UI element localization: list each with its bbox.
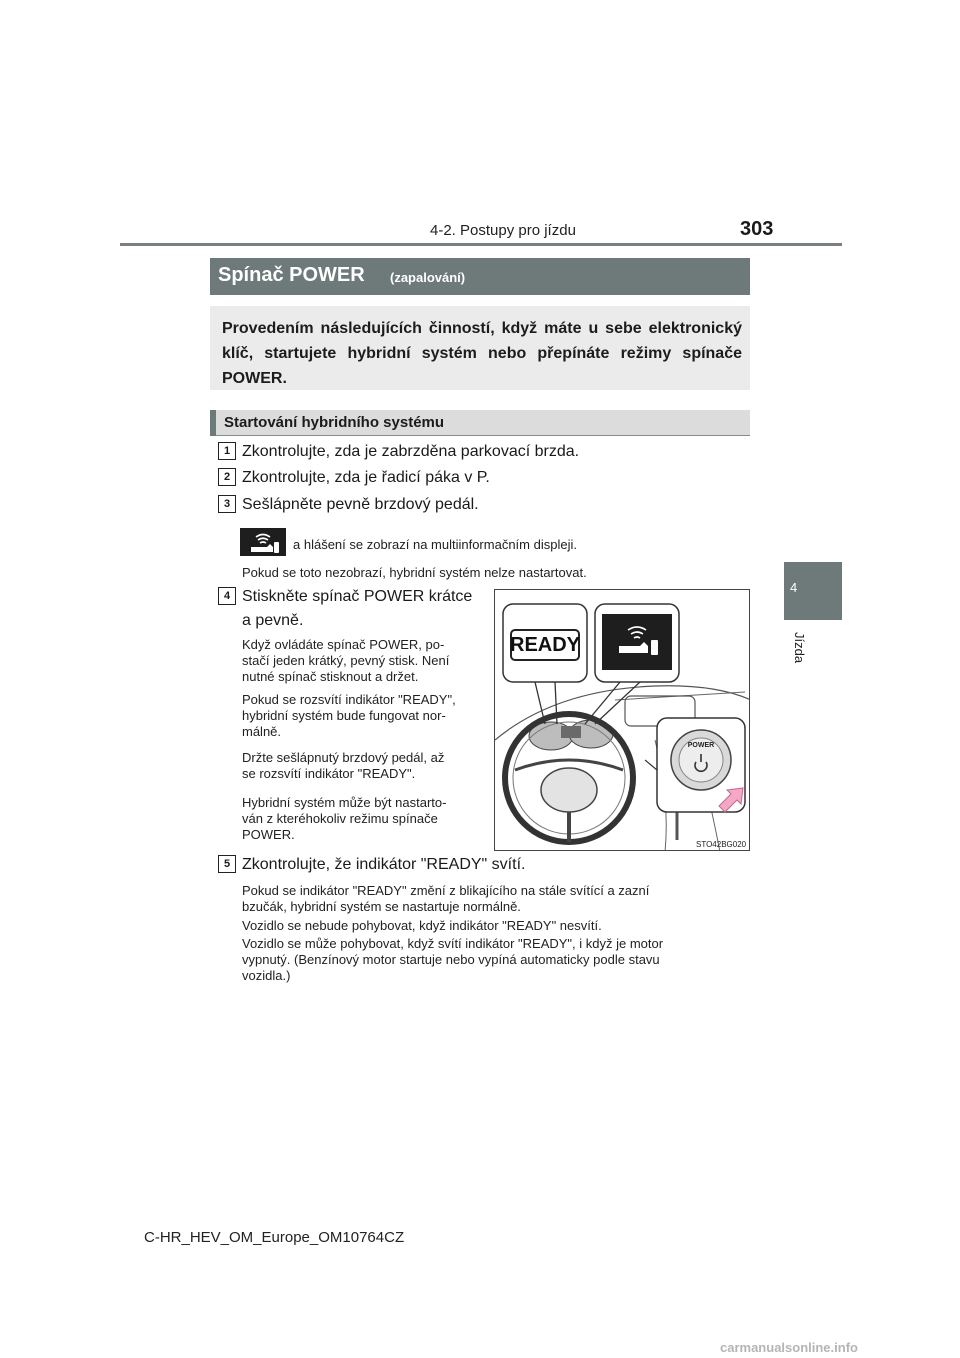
page-number: 303 bbox=[740, 218, 774, 240]
step-5-note-line-1: Pokud se indikátor "READY" změní z blikajícího na stále svítící a zazní bbox=[242, 883, 650, 898]
section-subtitle: (zapalování) bbox=[390, 270, 466, 285]
step-3-text: Sešlápněte pevně brzdový pedál. bbox=[242, 496, 479, 513]
hybrid-system-indicator-icon bbox=[240, 528, 286, 556]
step-4-note-2-line-3: málně. bbox=[242, 724, 282, 739]
step-3-fallback-note: Pokud se toto nezobrazí, hybridní systém nelze nastartovat. bbox=[242, 565, 587, 580]
document-code-footer: C-HR_HEV_OM_Europe_OM10764CZ bbox=[144, 1229, 405, 1246]
illustration-code: STO42BG020 bbox=[696, 840, 747, 849]
step-5-note-line-6: vozidla.) bbox=[242, 968, 291, 983]
chapter-tab-number: 4 bbox=[790, 580, 798, 595]
step-5-note-line-3: Vozidlo se nebude pohybovat, když indikátor "READY" nesvítí. bbox=[242, 918, 602, 933]
step-3-icon-caption: a hlášení se zobrazí na multiinformačním displeji. bbox=[293, 537, 577, 552]
step-4-note-3-line-1: Držte sešlápnutý brzdový pedál, až bbox=[242, 750, 445, 765]
step-5-note-line-5: vypnutý. (Benzínový motor startuje nebo vypíná automaticky podle stavu bbox=[242, 952, 660, 967]
step-4-note-1-line-2: stačí jeden krátký, pevný stisk. Není bbox=[242, 653, 450, 668]
step-4-note-1-line-1: Když ovládáte spínač POWER, po- bbox=[242, 637, 445, 652]
step-number-2: 2 bbox=[218, 468, 236, 486]
step-number-5: 5 bbox=[218, 855, 236, 873]
section-title: Spínač POWER bbox=[218, 264, 365, 286]
step-4-text-line2: a pevně. bbox=[242, 612, 304, 629]
header-divider bbox=[120, 243, 842, 246]
power-button-label: POWER bbox=[687, 742, 715, 749]
watermark: carmanualsonline.info bbox=[720, 1340, 858, 1355]
step-2-text: Zkontrolujte, zda je řadicí páka v P. bbox=[242, 469, 490, 486]
step-5-note-line-2: bzučák, hybridní systém se nastartuje normálně. bbox=[242, 899, 521, 914]
step-4-note-4-line-2: ván z kteréhokoliv režimu spínače bbox=[242, 811, 438, 826]
step-4-note-2-line-1: Pokud se rozsvítí indikátor "READY", bbox=[242, 692, 456, 707]
step-4-note-4-line-3: POWER. bbox=[242, 827, 295, 842]
step-number-3: 3 bbox=[218, 495, 236, 513]
step-5-text: Zkontrolujte, že indikátor "READY" svítí. bbox=[242, 856, 526, 873]
step-5-note-line-4: Vozidlo se může pohybovat, když svítí indikátor "READY", i když je motor bbox=[242, 936, 664, 951]
step-number-4: 4 bbox=[218, 587, 236, 605]
step-4-note-1-line-3: nutné spínač stisknout a držet. bbox=[242, 669, 419, 684]
step-4-text-line1: Stiskněte spínač POWER krátce bbox=[242, 588, 473, 605]
ready-indicator-label: READY bbox=[510, 634, 581, 656]
intro-text: Provedením následujících činností, když máte u sebe elektronický klíč, startujete hybridní systém nebo přepínáte režimy spínače POWER. bbox=[222, 320, 742, 387]
subsection-title: Startování hybridního systému bbox=[224, 414, 445, 431]
step-4-note-2-line-2: hybridní systém bude fungovat nor- bbox=[242, 708, 446, 723]
subsection-accent bbox=[210, 410, 216, 436]
step-4-note-4-line-1: Hybridní systém může být nastarto- bbox=[242, 795, 447, 810]
dashboard-illustration bbox=[494, 589, 750, 851]
chapter-tab-label: Jízda bbox=[792, 632, 807, 664]
step-4-note-3-line-2: se rozsvítí indikátor "READY". bbox=[242, 766, 416, 781]
step-number-1: 1 bbox=[218, 442, 236, 460]
header-section-title: 4-2. Postupy pro jízdu bbox=[430, 222, 576, 239]
step-1-text: Zkontrolujte, zda je zabrzděna parkovací brzda. bbox=[242, 443, 580, 460]
